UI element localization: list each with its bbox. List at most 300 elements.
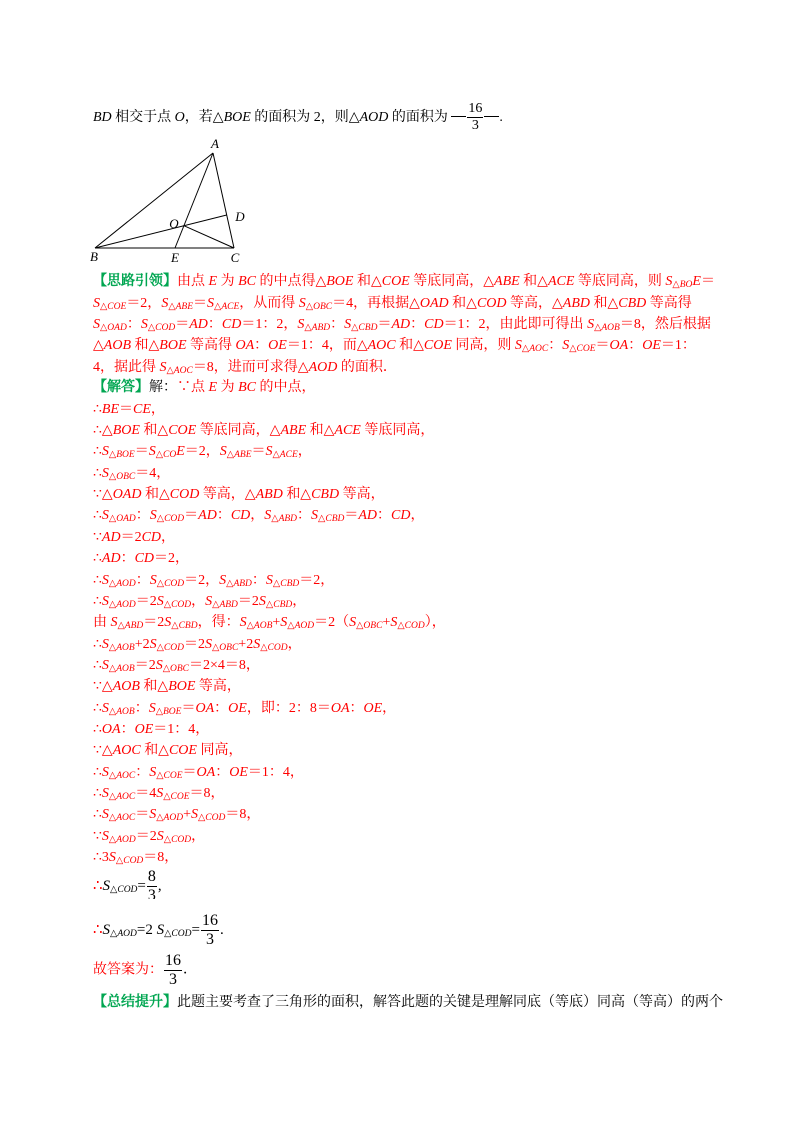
math-variable: CD	[221, 317, 242, 333]
text-run: +	[382, 615, 391, 631]
fraction	[147, 869, 157, 899]
math-variable: ACE	[334, 423, 361, 439]
blank-underline	[451, 116, 466, 117]
text-line	[93, 377, 733, 398]
text-run: ∴	[93, 700, 102, 716]
math-subscript: △ABD	[212, 599, 238, 610]
text-run: ．	[183, 962, 197, 978]
text-run: △	[93, 338, 104, 354]
text-run: ＝	[251, 444, 266, 460]
text-run: ∵△	[93, 487, 113, 503]
text-line	[93, 484, 733, 505]
text-run: ∴	[93, 465, 102, 481]
math-variable: S	[101, 444, 109, 460]
math-variable: OA	[235, 338, 255, 354]
text-run: 解：	[149, 380, 177, 396]
math-subscript: △COD	[110, 884, 138, 895]
text-run: ：	[628, 338, 643, 354]
math-subscript: △OBC	[108, 471, 136, 482]
math-subscript: △COD	[156, 578, 185, 589]
text-run: ：	[548, 338, 563, 354]
text-run: ＝	[181, 700, 196, 716]
fraction-numerator: 16	[201, 912, 218, 929]
math-variable: OE	[642, 338, 661, 354]
math-variable: S	[297, 317, 305, 333]
text-run: ∴△	[93, 423, 113, 439]
math-variable: S	[149, 572, 157, 588]
section-heading: 【解答】	[93, 380, 149, 396]
math-variable: S	[148, 700, 156, 716]
text-run: ＝4，	[135, 465, 171, 481]
math-variable: CBD	[311, 487, 340, 503]
text-line	[93, 847, 733, 868]
math-variable: AD	[189, 317, 208, 333]
text-run: 和△	[139, 679, 169, 695]
text-line	[93, 612, 733, 633]
text-line	[93, 420, 733, 441]
text-run: ∴	[93, 401, 102, 417]
text-run: 的中点，	[255, 380, 316, 396]
text-line	[93, 314, 733, 335]
math-variable: E	[176, 444, 185, 460]
text-run: ＝1：	[660, 338, 696, 354]
text-run: ，	[161, 529, 176, 545]
math-variable: OE	[268, 338, 287, 354]
math-subscript: △COE	[163, 792, 190, 803]
math-subscript: △ACE	[272, 450, 298, 461]
text-run: 4，据此得	[93, 359, 160, 375]
math-variable: OA	[196, 764, 216, 780]
text-run: 故答案为：	[93, 962, 163, 978]
text-run: ∴	[93, 877, 103, 894]
text-run: 为	[217, 380, 239, 396]
text-run: 等底同高，△	[196, 423, 281, 439]
math-subscript: △CBD	[272, 578, 300, 589]
text-run: ：	[126, 317, 141, 333]
answer-blank	[451, 101, 499, 135]
text-run: 和△	[141, 487, 170, 503]
label-a: A	[211, 136, 219, 151]
text-run: ＝4，再根据△	[332, 295, 420, 311]
text-run: ∴	[93, 921, 103, 938]
math-subscript: △AOD	[287, 621, 315, 632]
fraction-denominator: 3	[471, 118, 479, 134]
math-subscript: △COD	[163, 834, 192, 845]
text-run: ＝1：4，	[153, 722, 210, 738]
math-variable: ABE	[494, 274, 520, 290]
text-run: ：	[135, 764, 150, 780]
math-variable: AD	[101, 529, 121, 545]
math-subscript: △AOC	[166, 365, 193, 376]
math-variable: CD	[141, 529, 162, 545]
math-variable: AD	[198, 508, 217, 524]
text-run: ＝1：4，而△	[286, 338, 368, 354]
math-variable: COD	[476, 295, 507, 311]
math-variable: S	[156, 786, 164, 802]
text-run: ：	[349, 700, 364, 716]
text-run: ∴	[93, 807, 102, 823]
text-run: ＝	[182, 764, 197, 780]
text-run: ∵	[93, 529, 102, 545]
text-run: ＝2（	[314, 615, 350, 631]
math-variable: S	[149, 807, 157, 823]
text-run: 和△	[448, 295, 477, 311]
math-variable: S	[298, 295, 306, 311]
math-variable: COD	[169, 487, 200, 503]
text-run: ＝	[193, 295, 208, 311]
text-run: ：	[120, 551, 135, 567]
math-variable: S	[258, 593, 266, 609]
text-run: 的面积为 2，则△	[250, 110, 360, 126]
math-subscript: △BOE	[108, 450, 135, 461]
fraction	[201, 913, 219, 947]
math-variable: BOE	[112, 423, 140, 439]
text-run: ∴	[93, 764, 102, 780]
math-subscript: △COE	[569, 344, 596, 355]
math-variable: BD	[93, 110, 112, 126]
math-variable: OA	[330, 700, 350, 716]
text-run: ＝8，进而可求得△	[192, 359, 309, 375]
text-run: ＝	[119, 401, 134, 417]
text-run: 等高，△	[199, 487, 256, 503]
math-variable: S	[93, 317, 100, 333]
math-subscript: △ABE	[168, 301, 194, 312]
math-subscript: △ACE	[214, 301, 240, 312]
math-variable: AD	[391, 317, 411, 333]
math-variable: S	[102, 877, 111, 894]
math-subscript: △CBD	[171, 621, 198, 632]
text-line	[93, 698, 733, 719]
text-run: ＝1：4，	[247, 764, 304, 780]
text-run: ＝2	[120, 529, 142, 545]
math-variable: S	[101, 807, 109, 823]
text-run: ∴	[93, 508, 102, 524]
math-variable: BOE	[223, 110, 251, 126]
text-run: ：	[251, 572, 266, 588]
text-run: ，	[287, 636, 302, 652]
math-subscript: △AOD	[110, 928, 137, 939]
text-line	[93, 953, 733, 987]
text-run: 同高，则	[451, 338, 515, 354]
text-run: 等底同高，则	[574, 274, 666, 290]
text-run: ＝	[175, 317, 190, 333]
math-variable: S	[264, 508, 272, 524]
text-line	[93, 634, 733, 655]
text-run: 等高得	[186, 338, 236, 354]
text-run: ＝2	[135, 828, 157, 844]
math-variable: S	[514, 338, 522, 354]
fraction	[467, 102, 483, 133]
text-run: 和△	[131, 338, 160, 354]
text-run: ＝	[377, 317, 392, 333]
math-variable: S	[390, 615, 398, 631]
text-run: ∴	[93, 636, 102, 652]
text-run: ＝2，	[184, 572, 220, 588]
math-variable: S	[205, 593, 213, 609]
math-variable: S	[587, 317, 595, 333]
text-run: ＝8，然后根据	[619, 317, 711, 333]
math-variable: S	[101, 593, 109, 609]
segment-ac	[213, 153, 234, 248]
text-line	[93, 591, 733, 612]
text-run: ：	[207, 317, 222, 333]
math-subscript: △COD	[260, 642, 288, 653]
math-variable: S	[164, 615, 172, 631]
text-run: ：	[135, 572, 150, 588]
text-run: ，若△	[184, 110, 224, 126]
math-variable: S	[190, 807, 198, 823]
math-subscript: △CBD	[351, 323, 378, 334]
text-run: ，从而得	[239, 295, 299, 311]
math-variable: S	[101, 764, 109, 780]
math-variable: CBD	[618, 295, 647, 311]
text-run: ：	[330, 317, 345, 333]
math-variable: AOD	[359, 110, 389, 126]
text-run: .	[499, 110, 503, 126]
text-run: ∵点	[177, 380, 209, 396]
label-o: O	[169, 216, 179, 231]
text-run: ＝1：2，由此即可得出	[443, 317, 588, 333]
math-variable: S	[149, 508, 157, 524]
math-subscript: △COD	[397, 621, 425, 632]
text-line	[93, 399, 733, 420]
text-line	[93, 271, 733, 292]
text-run: =	[137, 877, 146, 894]
text-run: 等底同高，	[360, 423, 435, 439]
text-run: ），	[424, 615, 446, 631]
math-subscript: △COD	[147, 323, 176, 334]
math-variable: S	[239, 615, 247, 631]
math-variable: S	[149, 764, 157, 780]
math-variable: S	[101, 572, 109, 588]
text-run: ＝2，	[184, 444, 220, 460]
math-subscript: △OBC	[162, 663, 190, 674]
text-run: ：	[120, 722, 135, 738]
text-run: ＝2，	[154, 551, 190, 567]
math-variable: OE	[229, 764, 248, 780]
math-subscript: △AOD	[108, 599, 136, 610]
fraction	[164, 953, 182, 987]
math-variable: S	[101, 828, 109, 844]
text-line	[93, 335, 733, 356]
math-variable: S	[156, 828, 164, 844]
math-variable: AOB	[103, 338, 131, 354]
math-subscript: △AOB	[108, 642, 135, 653]
math-subscript: △AOB	[108, 706, 135, 717]
text-run: 等高，	[195, 679, 241, 695]
math-variable: AOD	[308, 359, 338, 375]
math-variable: S	[349, 615, 357, 631]
text-run: ，即：2：8＝	[246, 700, 331, 716]
math-variable: ABD	[255, 487, 283, 503]
math-subscript: △OAD	[108, 514, 136, 525]
blank-underline	[484, 116, 499, 117]
math-variable: S	[207, 295, 215, 311]
math-subscript: △ABE	[226, 450, 252, 461]
text-run: 同高，	[196, 743, 243, 759]
text-run: ，得：	[197, 615, 240, 631]
solution-section	[93, 377, 733, 986]
fraction-denominator: 3	[169, 970, 177, 987]
math-variable: S	[140, 317, 148, 333]
text-run: =	[191, 921, 200, 938]
math-variable: S	[101, 508, 109, 524]
math-variable: S	[265, 444, 273, 460]
math-subscript: △ABD	[117, 621, 144, 632]
math-variable: S	[311, 508, 319, 524]
text-run: 的中点得△	[255, 274, 327, 290]
section-heading: 【思路引领】	[93, 274, 177, 290]
math-subscript: △COD	[156, 514, 185, 525]
text-run: 等底同高，△	[409, 274, 495, 290]
text-run: 等高，	[339, 487, 385, 503]
math-variable: BOE	[326, 274, 354, 290]
text-run: ＝2	[237, 593, 259, 609]
math-variable: S	[280, 615, 288, 631]
math-subscript: △AOB	[108, 663, 135, 674]
text-run: ＝4	[135, 786, 157, 802]
math-variable: BOE	[168, 679, 196, 695]
math-subscript: △OBC	[211, 642, 239, 653]
summary-section	[93, 992, 733, 1013]
text-run: 等高得	[646, 295, 692, 311]
math-subscript: △AOD	[108, 834, 136, 845]
math-subscript: △COD	[164, 928, 192, 939]
math-variable: COE	[168, 423, 197, 439]
math-variable: S	[161, 295, 169, 311]
text-run: ，	[191, 593, 206, 609]
math-subscript: △COD	[163, 599, 192, 610]
text-run: ，	[410, 508, 425, 524]
math-subscript: △COD	[156, 642, 184, 653]
math-variable: COE	[168, 743, 197, 759]
math-variable: S	[219, 572, 227, 588]
math-variable: CE	[133, 401, 151, 417]
text-run: ∵△	[93, 679, 113, 695]
text-run: ：	[134, 700, 149, 716]
text-line	[93, 101, 733, 135]
text-run: ∵△	[93, 743, 113, 759]
text-run: ∴	[93, 722, 102, 738]
math-subscript: △CBD	[265, 599, 293, 610]
math-variable: S	[665, 274, 673, 290]
text-line	[93, 293, 733, 314]
math-variable: OA	[609, 338, 629, 354]
text-run: ∴	[93, 444, 102, 460]
math-variable: ABD	[562, 295, 590, 311]
text-run: ＝	[184, 508, 199, 524]
text-run: ＝	[344, 508, 359, 524]
math-subscript: △AOB	[594, 323, 620, 334]
text-run: ，	[150, 401, 165, 417]
segment-ab	[95, 153, 213, 248]
text-line	[93, 570, 733, 591]
text-run: 的面积．	[337, 359, 397, 375]
text-run: ＝2×4＝8，	[189, 657, 260, 673]
math-variable: O	[174, 110, 185, 126]
math-variable: OA	[101, 722, 121, 738]
math-subscript: △AOC	[521, 344, 549, 355]
text-run: ＝2，	[299, 572, 335, 588]
text-line	[93, 740, 733, 761]
text-run: ∵	[93, 828, 102, 844]
math-subscript: △COD	[115, 856, 144, 867]
math-variable: AD	[101, 551, 121, 567]
math-variable: AOC	[112, 743, 141, 759]
math-variable: CD	[391, 508, 411, 524]
math-variable: BOE	[159, 338, 187, 354]
math-variable: AD	[358, 508, 378, 524]
math-variable: COE	[423, 338, 452, 354]
text-run: ：	[135, 508, 150, 524]
text-run: +2	[134, 636, 150, 652]
math-variable: S	[93, 295, 100, 311]
math-variable: S	[253, 636, 261, 652]
math-subscript: △ABD	[226, 578, 252, 589]
math-variable: S	[101, 657, 109, 673]
math-subscript: △COD	[197, 813, 226, 824]
math-variable: S	[149, 636, 157, 652]
text-run: 和△	[519, 274, 548, 290]
text-line	[93, 992, 733, 1013]
math-subscript: △ABD	[304, 323, 331, 334]
math-variable: S	[265, 572, 273, 588]
triangle-figure	[85, 135, 260, 267]
segment-ae	[175, 153, 213, 248]
text-run: 和△	[590, 295, 619, 311]
text-run: ：	[216, 508, 231, 524]
text-run: ∴3	[93, 850, 109, 866]
text-run: 和△	[395, 338, 424, 354]
math-subscript: △AOD	[156, 813, 184, 824]
math-variable: S	[108, 850, 116, 866]
math-variable: E	[692, 274, 701, 290]
math-variable: S	[156, 593, 164, 609]
math-subscript: △OAD	[100, 323, 127, 334]
text-run: ,	[157, 877, 162, 894]
text-run: ∴	[93, 572, 102, 588]
text-run: ，	[297, 444, 312, 460]
text-line	[93, 357, 733, 378]
text-run: +	[183, 807, 191, 823]
math-subscript: △CO	[155, 450, 177, 461]
fraction-numerator: 16	[468, 101, 483, 117]
text-run: ＝	[700, 274, 715, 290]
text-line	[93, 804, 733, 825]
fraction-numerator: 8	[147, 868, 156, 885]
text-line	[93, 783, 733, 804]
math-subscript: △BOE	[155, 706, 182, 717]
math-subscript: △AOC	[108, 792, 136, 803]
math-variable: S	[219, 444, 227, 460]
math-variable: S	[110, 615, 118, 631]
fraction-numerator: 16	[165, 952, 181, 969]
math-subscript: △COE	[156, 770, 183, 781]
analysis-section	[93, 271, 733, 378]
text-run: ＝2	[183, 636, 205, 652]
math-subscript: △BO	[672, 280, 693, 291]
text-run: 等高，△	[506, 295, 563, 311]
text-run: +	[272, 615, 281, 631]
math-variable: OAD	[419, 295, 449, 311]
math-variable: E	[208, 380, 218, 396]
math-variable: OAD	[112, 487, 142, 503]
question-stem	[93, 101, 733, 135]
math-variable: S	[344, 317, 352, 333]
text-run: ：	[297, 508, 312, 524]
math-subscript: △COE	[100, 301, 127, 312]
math-variable: AOB	[112, 679, 140, 695]
